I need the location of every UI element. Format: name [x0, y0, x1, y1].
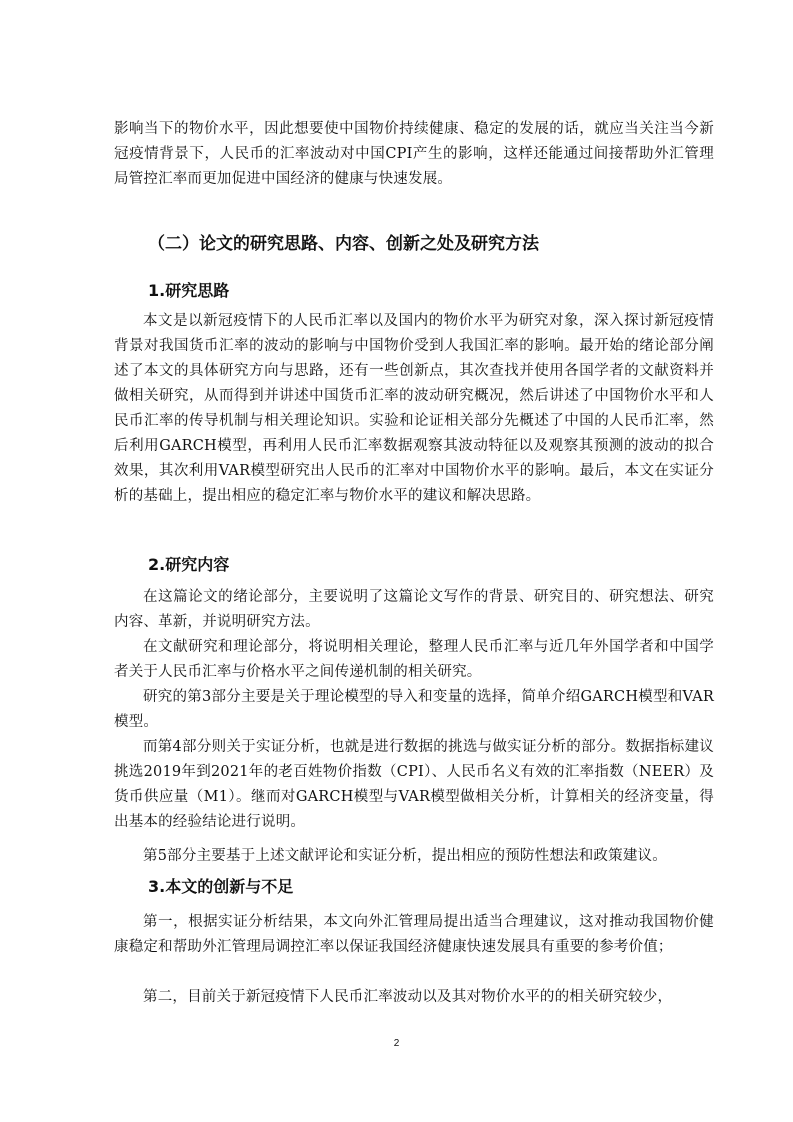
paragraph-content-3: 研究的第3部分主要是关于理论模型的导入和变量的选择，简单介绍GARCH模型和VAR模型。 — [114, 689, 714, 730]
paragraph-content-1: 在这篇论文的绪论部分，主要说明了这篇论文写作的背景、研究目的、研究想法、研究内容、革新，并说明研究方法。 — [114, 589, 714, 630]
paragraph-innovation-2: 第二，目前关于新冠疫情下人民币汇率波动以及其对物价水平的的相关研究较少， — [143, 989, 673, 1005]
section-title: （二）论文的研究思路、内容、创新之处及研究方法 — [148, 234, 539, 254]
intro-paragraph: 影响当下的物价水平，因此想要使中国物价持续健康、稳定的发展的话，就应当关注当今新冠疫情背景下，人民币的汇率波动对中国CPI产生的影响，这样还能通过间接帮助外汇管理局管控汇率而更加促进中国经济的健康与快速发展。 — [114, 121, 714, 187]
paragraph-research-ideas: 本文是以新冠疫情下的人民币汇率以及国内的物价水平为研究对象，深入探讨新冠疫情背景对我国货币汇率的波动的影响与中国物价受到人我国汇率的影响。最开始的绪论部分阐述了本文的具体研究方向与思路，还有一些创新点，其次查找并使用各国学者的文献资料并做相关研究，从而得到并讲述中国货币汇率的波动研究概况，然后讲述了中国物价水平和人民币汇率的传导机制与相关理论知识。实验和论证相关部分先概述了中国的人民币汇率，然后利用GARCH模型，再利用人民币汇率数据观察其波动特征以及观察其预测的波动的拟合效果，其次利用VAR模型研究出人民币的汇率对中国物价水平的影响。最后，本文在实证分析的基础上，提出相应的稳定汇率与物价水平的建议和解决思路。 — [114, 313, 714, 504]
paragraph-content-2: 在文献研究和理论部分，将说明相关理论，整理人民币汇率与近几年外国学者和中国学者关于人民币汇率与价格水平之间传递机制的相关研究。 — [114, 639, 714, 680]
page-number: 2 — [393, 1038, 400, 1049]
paragraph-content-4: 而第4部分则关于实证分析，也就是进行数据的挑选与做实证分析的部分。数据指标建议挑选2019年到2021年的老百姓物价指数（CPI）、人民币名义有效的汇率指数（NEER）及货币供应量（M1）。继而对GARCH模型与VAR模型做相关分析，计算相关的经济变量，得出基本的经验结论进行说明。 — [114, 739, 714, 830]
subsection-title-research-ideas: 1.研究思路 — [148, 281, 230, 300]
paragraph-content-5: 第5部分主要基于上述文献评论和实证分析，提出相应的预防性想法和政策建议。 — [143, 848, 667, 864]
subsection-title-research-content: 2.研究内容 — [148, 555, 230, 574]
paragraph-innovation-1: 第一，根据实证分析结果，本文向外汇管理局提出适当合理建议，这对推动我国物价健康稳定和帮助外汇管理局调控汇率以保证我国经济健康快速发展具有重要的参考价值； — [114, 914, 714, 955]
subsection-title-innovation: 3.本文的创新与不足 — [148, 877, 294, 896]
